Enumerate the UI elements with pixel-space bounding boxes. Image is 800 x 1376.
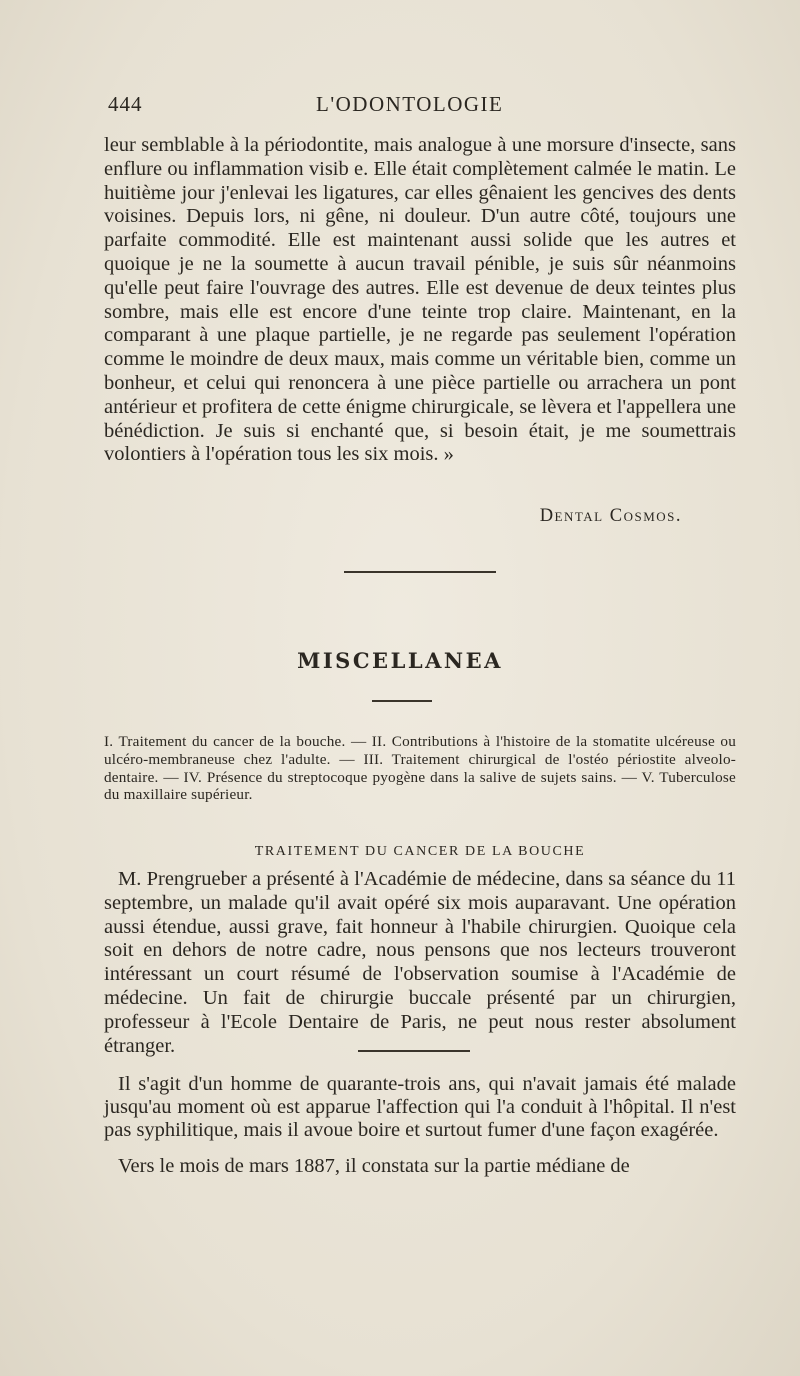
continuation-paragraph: leur semblable à la périodontite, mais analogue à une morsure d'insecte, sans enflure ou inflammation visib e. Elle était complètement calmée le matin. Le huitième jour j'enlevai les ligatures, car elles gênaient les gencives des dents voisines. Depuis lors, ni gêne, ni douleur. D'un autre côté, toujours une parfaite commodité. Elle est maintenant aussi solide que les autres et quoique je ne la soumette à aucun travail pénible, je suis sûr néanmoins qu'elle peut faire l'ouvrage des autres. Elle est devenue de deux teintes plus sombre, mais elle est encore d'une teinte trop claire. Maintenant, en la comparant à une plaque partielle, je ne regarde pas seulement l'opération comme le moindre de deux maux, mais comme un véritable bien, comme un bonheur, et celui qui renoncera à une pièce partielle ou arrachera un pont antérieur et profitera de cette énigme chirurgicale, se lèvera et l'appellera une bénédiction. Je suis si enchanté que, si besoin était, je me soumettrais volontiers à l'opération tous les six mois. » xyxy=(104,134,736,466)
section-divider xyxy=(344,571,496,573)
source-signature: Dental Cosmos. xyxy=(539,506,682,526)
running-title: L'ODONTOLOGIE xyxy=(316,92,504,116)
march-1887-paragraph: Vers le mois de mars 1887, il constata sur la partie médiane de xyxy=(118,1155,630,1177)
prengrueber-paragraph: M. Prengrueber a présenté à l'Académie de médecine, dans sa séance du 11 septembre, un malade qu'il avait opéré six mois auparavant. Une opération aussi étendue, aussi grave, fait honneur à l'habile chirurgien. Quoique cela soit en dehors de notre cadre, nous pensons que nos lecteurs trouveront intéressant un court résumé de l'observation soumise à l'Académie de médecine. Un fait de chirurgie buccale présenté par un chirurgien, professeur à l'Ecole Dentaire de Paris, ne peut nous rester absolument étranger. xyxy=(104,868,736,1057)
section-title: MISCELLANEA xyxy=(297,648,503,673)
page-header xyxy=(108,92,738,122)
title-underline xyxy=(372,700,432,702)
contents-summary: I. Traitement du cancer de la bouche. — II. Contributions à l'histoire de la stomatite ulcéreuse ou ulcéro-membraneuse chez l'adulte. — III. Traitement chirurgical de l'ostéo périostite alveolo-dentaire. — IV. Présence du streptocoque pyogène dans la salive de sujets sains. — V. Tuberculose du maxillaire supérieur. xyxy=(104,733,736,804)
article-subheading: TRAITEMENT DU CANCER DE LA BOUCHE xyxy=(254,844,586,859)
case-history-paragraph: Il s'agit d'un homme de quarante-trois ans, qui n'avait jamais été malade jusqu'au moment où est apparue l'affection qui l'a conduit à l'hôpital. Il n'est pas syphilitique, mais il avoue boire et surtout fumer d'une façon exagérée. xyxy=(104,1073,736,1141)
paragraph-divider xyxy=(358,1050,470,1052)
page-number: 444 xyxy=(108,92,143,116)
